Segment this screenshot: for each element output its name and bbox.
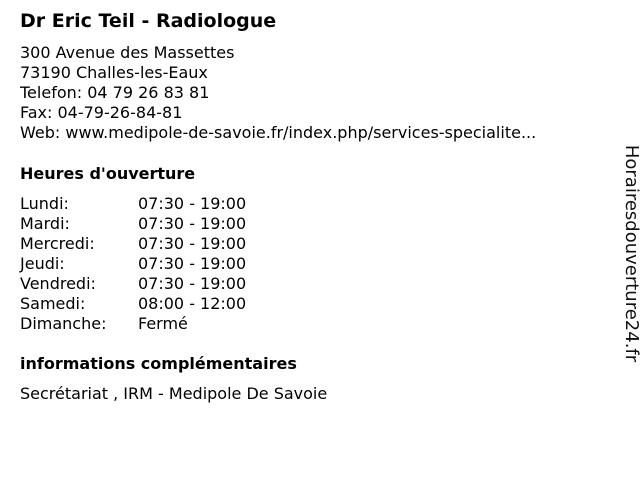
additional-info-text: Secrétariat , IRM - Medipole De Savoie	[20, 384, 328, 403]
brand-text: Horairesdouverture24.fr	[621, 144, 643, 362]
brand-watermark	[622, 133, 642, 373]
day-label: Samedi:	[20, 294, 86, 313]
city-address: 73190 Challes-les-Eaux	[20, 63, 208, 82]
hours-row	[20, 294, 246, 314]
day-time: Fermé	[138, 314, 188, 333]
hours-row	[20, 314, 246, 334]
hours-row	[20, 194, 246, 214]
contact-info	[20, 43, 590, 143]
day-time: 07:30 - 19:00	[138, 214, 247, 233]
opening-hours-heading: Heures d'ouverture	[20, 164, 196, 183]
day-label: Jeudi:	[20, 254, 65, 273]
hours-row	[20, 214, 246, 234]
day-time: 07:30 - 19:00	[138, 194, 247, 213]
website-link[interactable]: Web: www.medipole-de-savoie.fr/index.php/services-specialite...	[20, 123, 537, 142]
fax-number: Fax: 04-79-26-84-81	[20, 103, 183, 122]
day-label: Mercredi:	[20, 234, 95, 253]
additional-info-heading: informations complémentaires	[20, 354, 297, 373]
hours-row	[20, 234, 246, 254]
day-time: 08:00 - 12:00	[138, 294, 247, 313]
day-label: Mardi:	[20, 214, 70, 233]
opening-hours-list	[20, 194, 246, 334]
day-time: 07:30 - 19:00	[138, 254, 247, 273]
phone-number[interactable]: Telefon: 04 79 26 83 81	[20, 83, 210, 102]
day-label: Dimanche:	[20, 314, 107, 333]
day-time: 07:30 - 19:00	[138, 274, 247, 293]
day-time: 07:30 - 19:00	[138, 234, 247, 253]
street-address: 300 Avenue des Massettes	[20, 43, 235, 62]
hours-row	[20, 254, 246, 274]
hours-row	[20, 274, 246, 294]
day-label: Lundi:	[20, 194, 69, 213]
day-label: Vendredi:	[20, 274, 96, 293]
page-title: Dr Eric Teil - Radiologue	[20, 10, 277, 32]
